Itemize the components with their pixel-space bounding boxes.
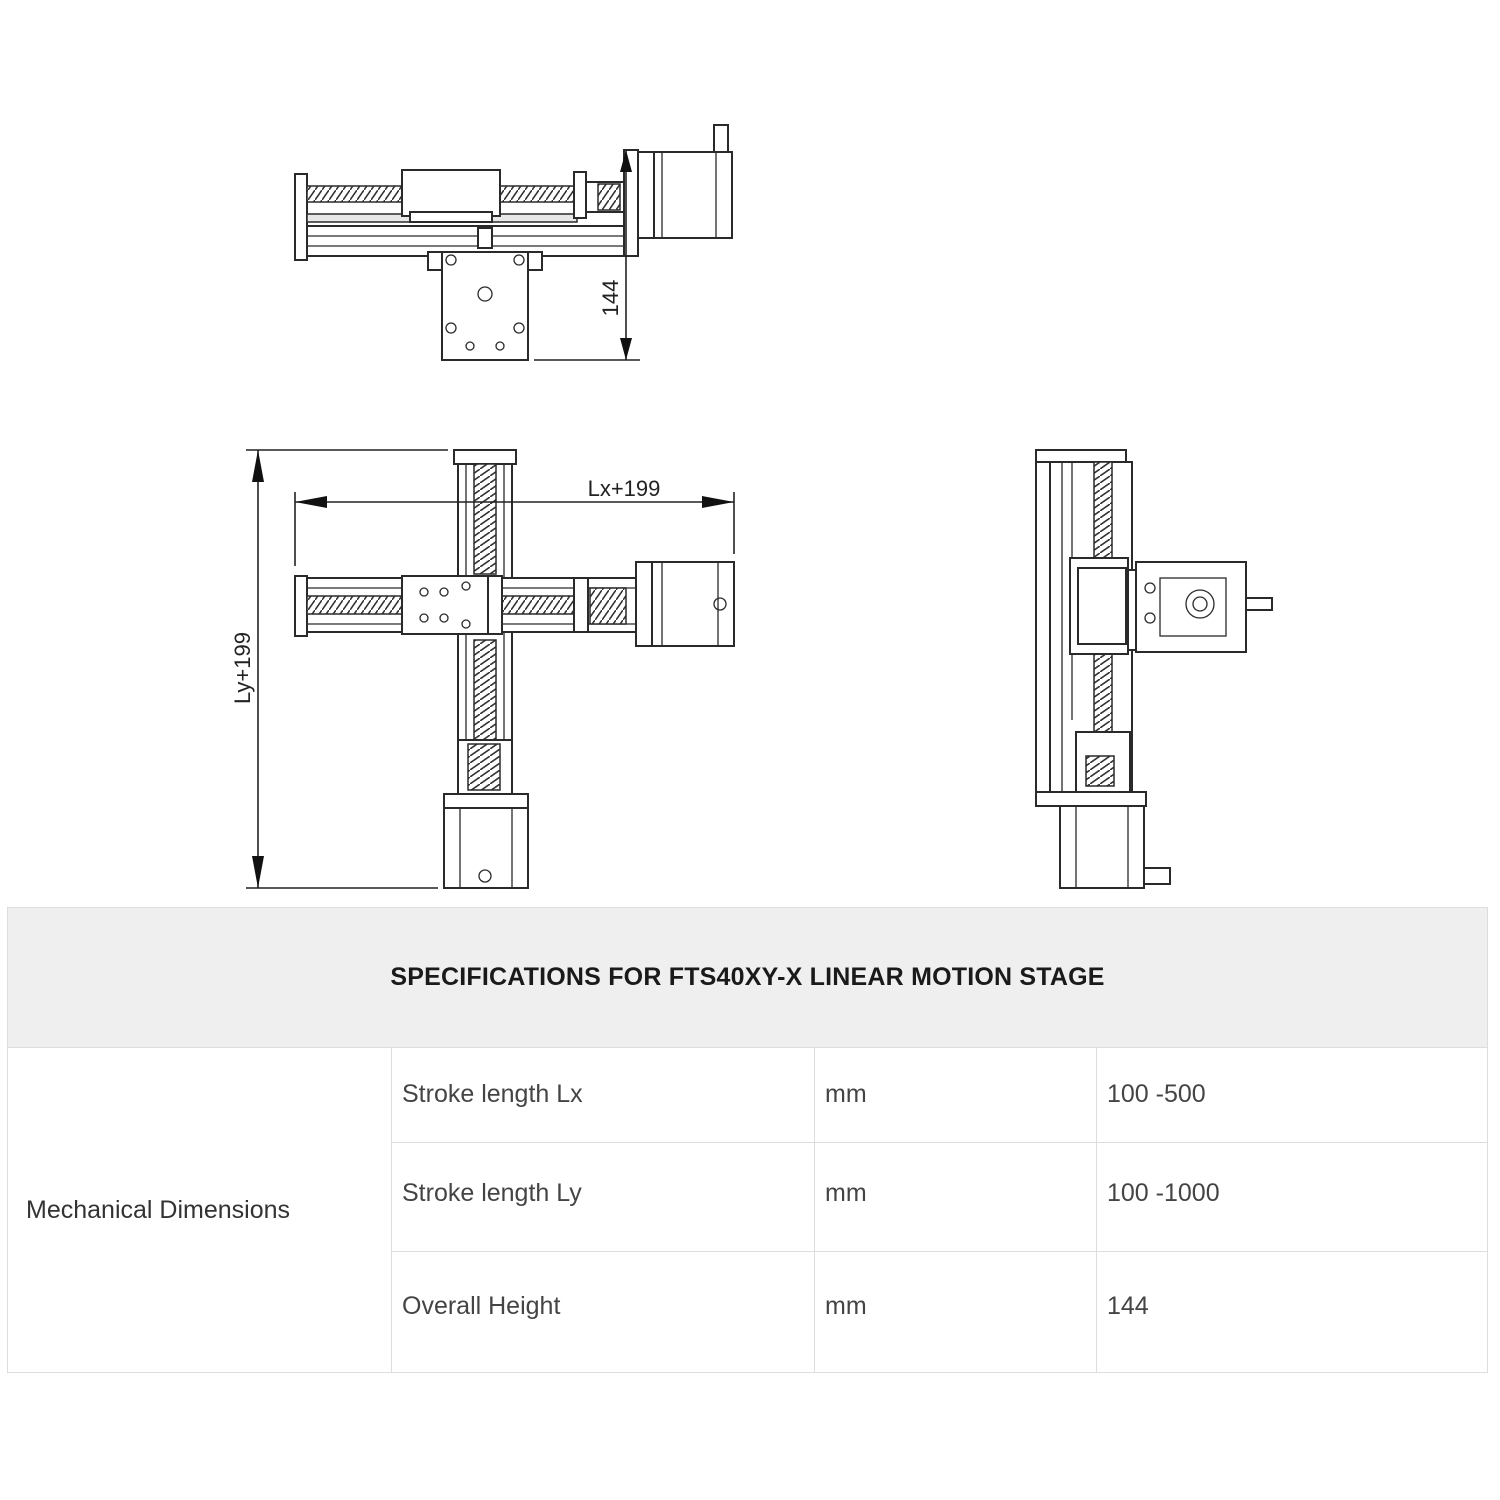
parameter-cell: Overall Height: [392, 1252, 815, 1373]
specifications-table: [7, 907, 1488, 1373]
parameter-cell: Stroke length Ly: [392, 1143, 815, 1252]
unit-cell: mm: [815, 1252, 1097, 1373]
height-dimension-label: 144: [598, 279, 623, 317]
unit-cell: mm: [815, 1143, 1097, 1252]
parameter-cell: Stroke length Lx: [392, 1048, 815, 1143]
group-label: Mechanical Dimensions: [8, 1048, 392, 1373]
value-cell: 100 -500: [1097, 1048, 1488, 1143]
side-view: [1036, 450, 1272, 888]
unit-cell: mm: [815, 1048, 1097, 1143]
specifications-title: SPECIFICATIONS FOR FTS40XY-X LINEAR MOTION STAGE: [8, 908, 1488, 1048]
x-length-dimension-label: Lx+199: [587, 476, 661, 501]
value-cell: 144: [1097, 1252, 1488, 1373]
table-row: [8, 1048, 1488, 1143]
top-view: [246, 450, 734, 888]
value-cell: 100 -1000: [1097, 1143, 1488, 1252]
front-view: [295, 125, 732, 360]
y-length-dimension-label: Ly+199: [230, 632, 255, 704]
